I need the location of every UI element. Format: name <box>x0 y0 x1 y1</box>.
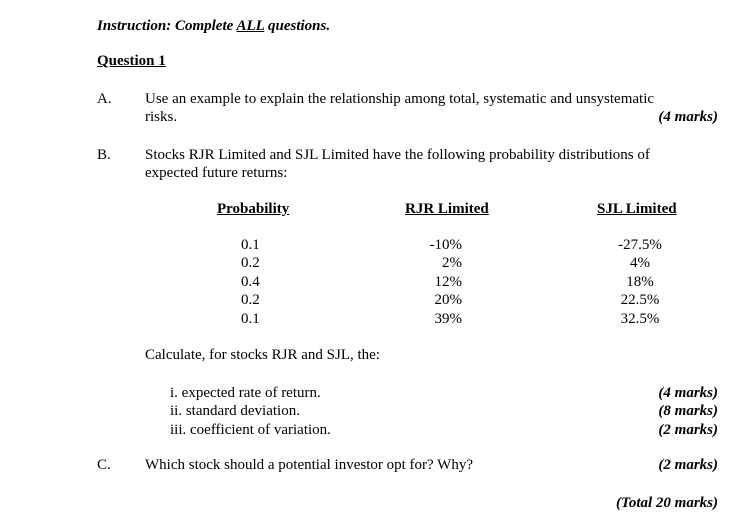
part-c-marks: (2 marks) <box>658 457 718 473</box>
part-b-text-line2: expected future returns: <box>145 165 288 181</box>
cell-probability: 0.1 <box>241 237 260 253</box>
cell-rjr-return: 20% <box>434 292 462 308</box>
question-title: Question 1 <box>97 53 166 69</box>
subitem-1-marks: (4 marks) <box>658 385 718 401</box>
cell-probability: 0.1 <box>241 311 260 327</box>
subitem-2-marks: (8 marks) <box>658 403 718 419</box>
cell-rjr-return: -10% <box>429 237 462 253</box>
part-a-text-line1: Use an example to explain the relationship among total, systematic and unsystematic <box>145 91 655 107</box>
part-a-text-line2: risks. <box>145 109 178 125</box>
table-header-sjl: SJL Limited <box>597 201 677 217</box>
subitem-1: i. expected rate of return. <box>170 385 321 401</box>
cell-sjl-return: -27.5% <box>618 237 662 253</box>
cell-probability: 0.2 <box>241 292 260 308</box>
cell-rjr-return: 2% <box>442 255 462 271</box>
part-a-label: A. <box>97 91 112 107</box>
part-c-label: C. <box>97 457 111 473</box>
table-header-rjr: RJR Limited <box>405 201 489 217</box>
total-marks: (Total 20 marks) <box>616 495 718 511</box>
part-a-marks: (4 marks) <box>658 109 718 125</box>
cell-rjr-return: 12% <box>434 274 462 290</box>
cell-sjl-return: 4% <box>630 255 650 271</box>
table-header-probability: Probability <box>217 201 290 217</box>
part-c-text: Which stock should a potential investor opt for? Why? <box>145 457 473 473</box>
cell-sjl-return: 22.5% <box>620 292 660 308</box>
subitem-3: iii. coefficient of variation. <box>170 422 331 438</box>
cell-probability: 0.2 <box>241 255 260 271</box>
part-b-label: B. <box>97 147 111 163</box>
cell-sjl-return: 32.5% <box>620 311 660 327</box>
instruction: Instruction: Complete ALL questions. <box>97 18 331 34</box>
cell-probability: 0.4 <box>241 274 260 290</box>
cell-sjl-return: 18% <box>626 274 654 290</box>
part-b-text-line1: Stocks RJR Limited and SJL Limited have the following probability distributions of <box>145 147 650 163</box>
calc-intro: Calculate, for stocks RJR and SJL, the: <box>145 347 380 363</box>
subitem-2: ii. standard deviation. <box>170 403 300 419</box>
subitem-3-marks: (2 marks) <box>658 422 718 438</box>
cell-rjr-return: 39% <box>434 311 462 327</box>
